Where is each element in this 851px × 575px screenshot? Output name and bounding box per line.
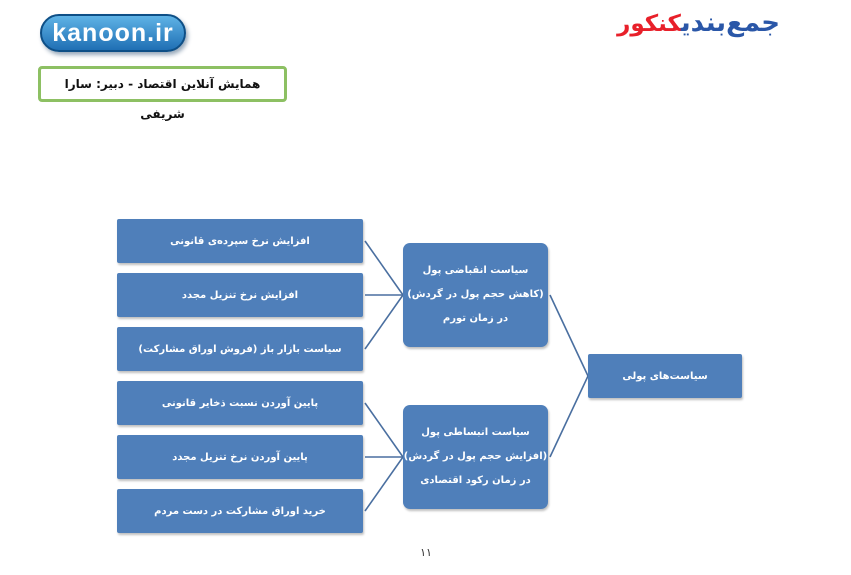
expansionary-subtitle: (افزایش حجم پول در گردش) xyxy=(403,451,548,462)
node-contractionary-policy xyxy=(403,243,548,347)
expansionary-condition: در زمان رکود اقتصادی xyxy=(420,475,531,486)
session-subtitle: همایش آنلاین اقتصاد - دبیر: سارا شریفی xyxy=(38,66,287,102)
contractionary-subtitle: (کاهش حجم پول در گردش) xyxy=(407,289,544,300)
leaf-raise-reserve-ratio: افزایش نرخ سپرده‌ی قانونی xyxy=(117,219,363,263)
page-number: ۱۱ xyxy=(420,546,432,559)
leaf-buy-bonds: خرید اوراق مشارکت در دست مردم xyxy=(117,489,363,533)
connector-expansion-item-3 xyxy=(365,457,403,511)
connector-contraction-item-3 xyxy=(365,295,403,349)
connector-root-expansion xyxy=(550,376,588,457)
connector-contraction-item-1 xyxy=(365,241,403,295)
leaf-raise-discount-rate: افزایش نرخ تنزیل مجدد xyxy=(117,273,363,317)
leaf-open-market-sell: سیاست بازار باز (فروش اوراق مشارکت) xyxy=(117,327,363,371)
connector-root-contraction xyxy=(550,295,588,376)
leaf-lower-reserve-ratio: پایین آوردن نسبت ذخایر قانونی xyxy=(117,381,363,425)
leaf-lower-discount-rate: پایین آوردن نرخ تنزیل مجدد xyxy=(117,435,363,479)
contractionary-title: سیاست انقباضی پول xyxy=(422,265,529,276)
connector-expansion-item-1 xyxy=(365,403,403,457)
konkur-logo-text: کنکور xyxy=(617,11,681,37)
expansionary-title: سیاست انبساطی پول xyxy=(421,427,530,438)
contractionary-condition: در زمان تورم xyxy=(442,313,509,324)
node-expansionary-policy xyxy=(403,405,548,509)
jambandi-logo-text: جمع‌بندی xyxy=(680,8,780,38)
kanoon-logo: kanoon.ir xyxy=(40,14,186,52)
root-node-monetary-policies: سیاست‌های پولی xyxy=(588,354,742,398)
